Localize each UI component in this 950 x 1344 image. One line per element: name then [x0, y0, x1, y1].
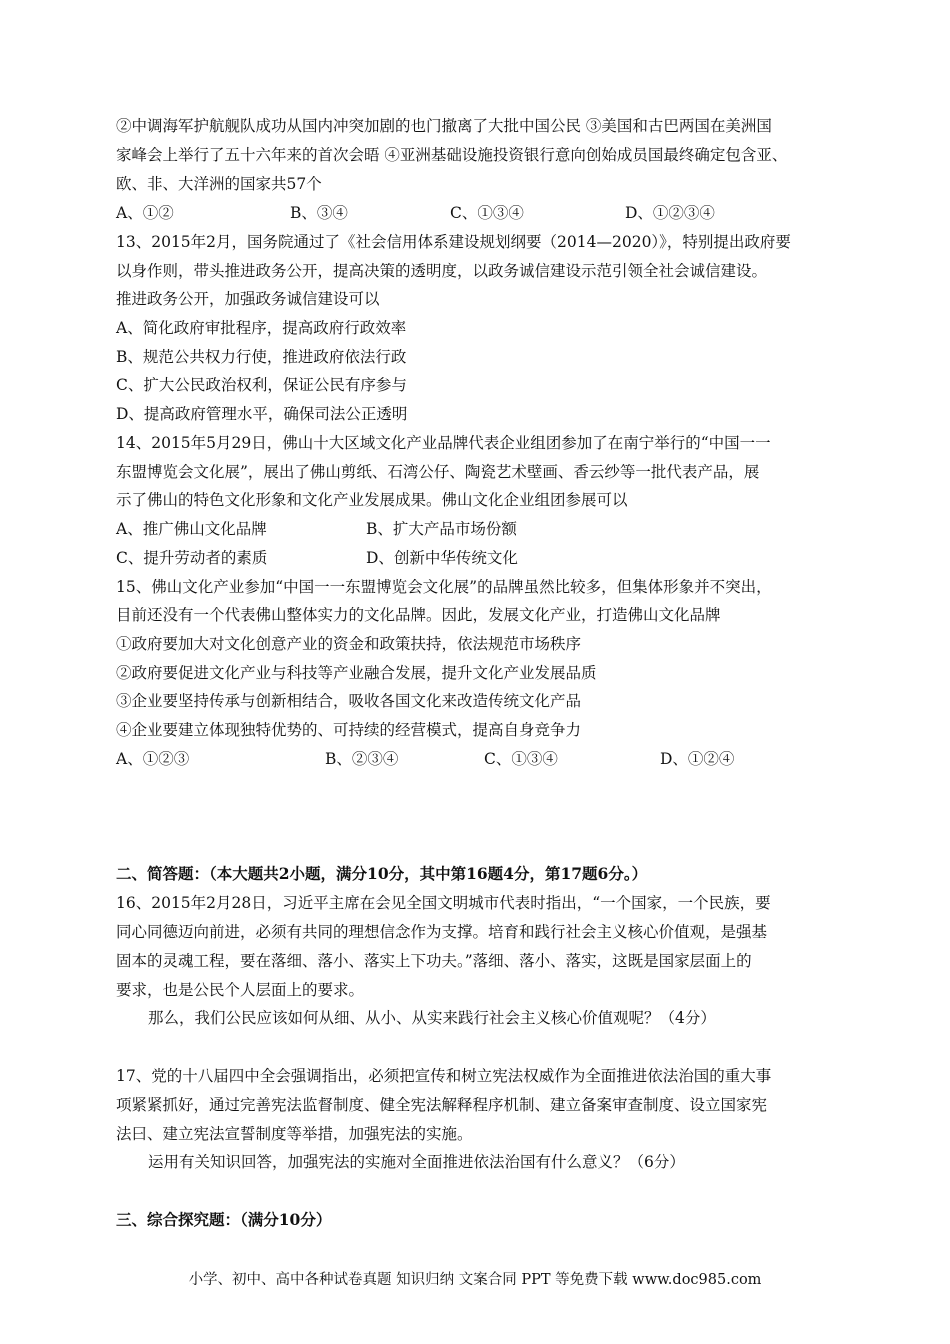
q13-line-2: 以身作则，带头推进政务公开，提高决策的透明度，以政务诚信建设示范引领全社会诚信建设。: [116, 262, 768, 280]
page-footer: 小学、初中、高中各种试卷真题 知识归纳 文案合同 PPT 等免费下载 www.doc985.com: [188, 1272, 762, 1288]
q15-statement-3: ③企业要坚持传承与创新相结合，吸收各国文化来改造传统文化产品: [116, 692, 582, 710]
q15-option-d: D、①②④: [660, 750, 735, 768]
q15-line-1: 15、佛山文化产业参加“中国一一东盟博览会文化展”的品牌虽然比较多，但集体形象并不突出，: [116, 578, 772, 596]
q16-line-4: 要求，也是公民个人层面上的要求。: [116, 981, 365, 999]
q12-line-1: ②中调海军护航舰队成功从国内冲突加剧的也门撤离了大批中国公民 ③美国和古巴两国在美洲国: [116, 117, 772, 135]
q15-statement-1: ①政府要加大对文化创意产业的资金和政策扶持，依法规范市场秩序: [116, 635, 582, 653]
q13-option-d: D、提高政府管理水平，确保司法公正透明: [116, 405, 408, 423]
q16-line-1: 16、2015年2月28日，习近平主席在会见全国文明城市代表时指出，“一个国家，一个民族，要: [116, 894, 771, 912]
q17-line-1: 17、党的十八届四中全会强调指出，必须把宣传和树立宪法权威作为全面推进依法治国的重大事: [116, 1067, 772, 1085]
q15-statement-2: ②政府要促进文化产业与科技等产业融合发展，提升文化产业发展品质: [116, 664, 597, 682]
q17-line-3: 法曰、建立宪法宣誓制度等举措，加强宪法的实施。: [116, 1125, 473, 1143]
q15-option-c: C、①③④: [484, 750, 558, 768]
q13-line-3: 推进政务公开，加强政务诚信建设可以: [116, 290, 380, 308]
section-3-heading: 三、综合探究题：（满分10分）: [116, 1210, 332, 1229]
q14-line-2: 东盟博览会文化展”，展出了佛山剪纸、石湾公仔、陶瓷艺术壁画、香云纱等一批代表产品，展: [116, 463, 760, 481]
q14-option-a: A、推广佛山文化品牌: [116, 520, 267, 538]
q13-line-1: 13、2015年2月，国务院通过了《社会信用体系建设规划纲要（2014—2020）》，特别提出政府要: [116, 233, 791, 251]
q14-option-c: C、提升劳动者的素质: [116, 549, 268, 567]
q13-option-b: B、规范公共权力行使，推进政府依法行政: [116, 348, 407, 366]
q15-option-a: A、①②③: [116, 750, 190, 768]
q15-statement-4: ④企业要建立体现独特优势的、可持续的经营模式，提高自身竞争力: [116, 721, 582, 739]
q12-line-2: 家峰会上举行了五十六年来的首次会晤 ④亚洲基础设施投资银行意向创始成员国最终确定包含亚、: [116, 146, 788, 164]
q17-prompt: 运用有关知识回答，加强宪法的实施对全面推进依法治国有什么意义？（6分）: [148, 1153, 685, 1171]
q16-line-2: 同心同德迈向前进，必须有共同的理想信念作为支撑。培育和践行社会主义核心价值观，是强基: [116, 923, 768, 941]
q16-line-3: 固本的灵魂工程，要在落细、落小、落实上下功夫。”落细、落小、落实，这既是国家层面上的: [116, 952, 752, 970]
q12-option-a: A、①②: [116, 204, 174, 222]
q13-option-a: A、简化政府审批程序，提高政府行政效率: [116, 319, 407, 337]
q15-option-b: B、②③④: [325, 750, 399, 768]
q12-option-d: D、①②③④: [625, 204, 715, 222]
q16-prompt: 那么，我们公民应该如何从细、从小、从实来践行社会主义核心价值观呢？（4分）: [148, 1009, 716, 1027]
section-2-heading: 二、简答题：（本大题共2小题，满分10分，其中第16题4分，第17题6分。）: [116, 864, 648, 883]
q13-option-c: C、扩大公民政治权利，保证公民有序参与: [116, 376, 407, 394]
q12-option-b: B、③④: [290, 204, 348, 222]
q14-line-1: 14、2015年5月29日，佛山十大区域文化产业品牌代表企业组团参加了在南宁举行的“中国一一: [116, 434, 771, 452]
q14-line-3: 示了佛山的特色文化形象和文化产业发展成果。佛山文化企业组团参展可以: [116, 491, 628, 509]
q12-option-c: C、①③④: [450, 204, 524, 222]
q14-option-b: B、扩大产品市场份额: [366, 520, 517, 538]
q14-option-d: D、创新中华传统文化: [366, 549, 518, 567]
q17-line-2: 项紧紧抓好，通过完善宪法监督制度、健全宪法解释程序机制、建立备案审查制度、设立国家宪: [116, 1096, 768, 1114]
q15-line-2: 目前还没有一个代表佛山整体实力的文化品牌。因此，发展文化产业，打造佛山文化品牌: [116, 606, 721, 624]
q12-line-3: 欧、非、大洋洲的国家共57个: [116, 175, 322, 193]
